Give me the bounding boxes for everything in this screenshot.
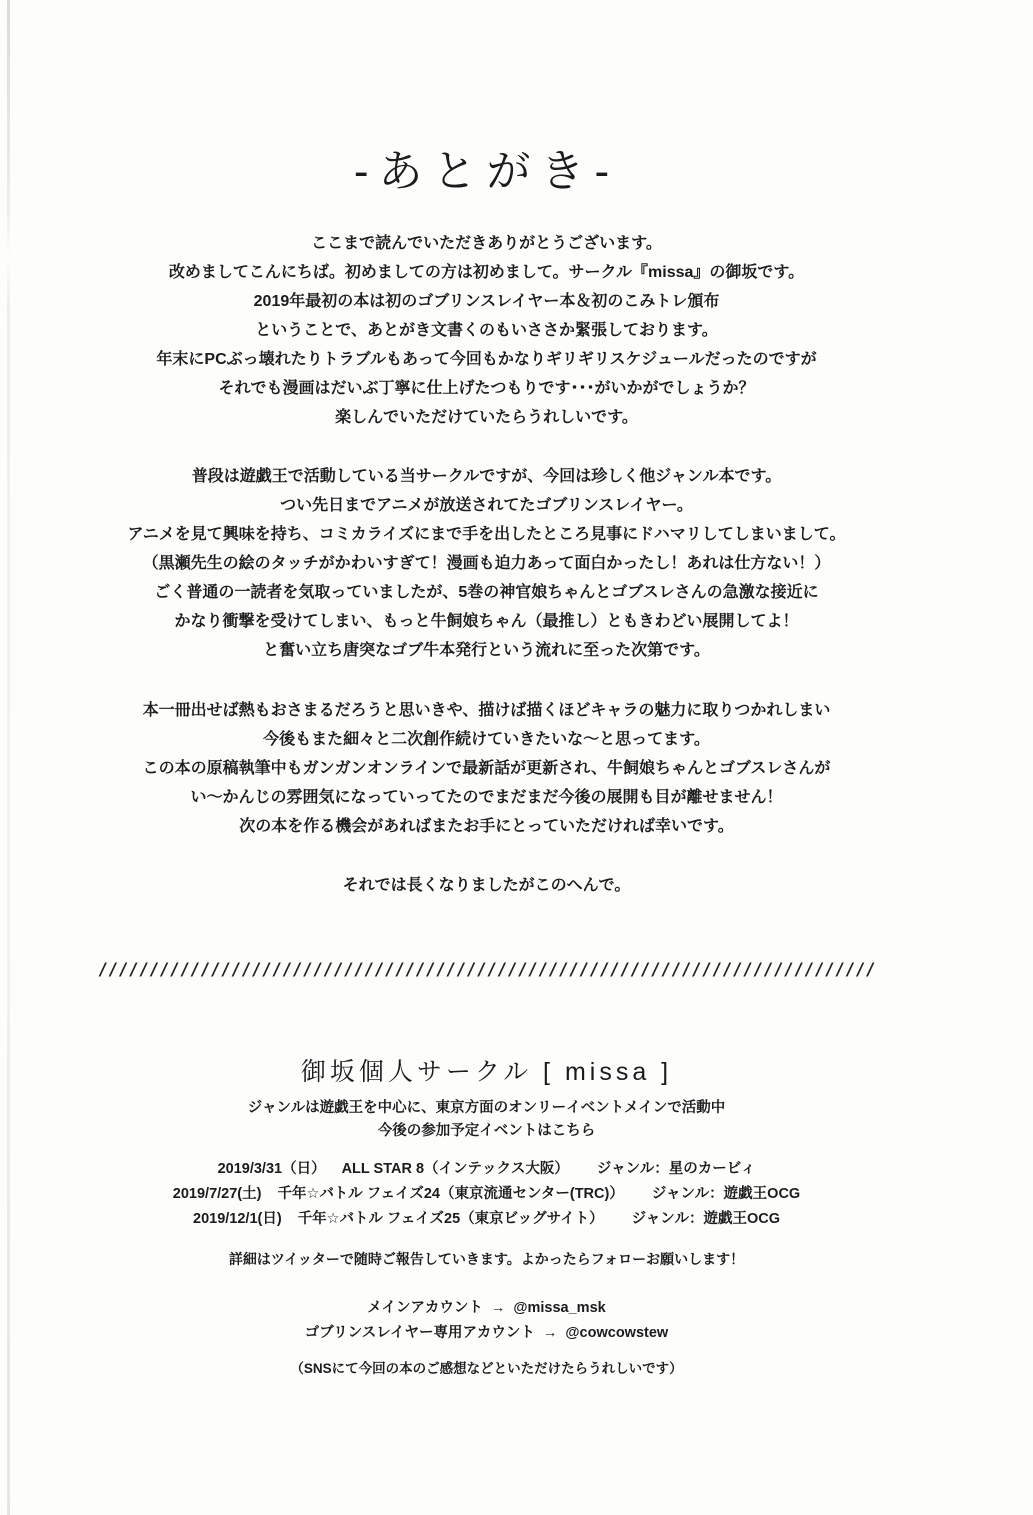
event-date: 2019/7/27(土)	[172, 1185, 262, 1202]
twitter-account-goblin-slayer	[0, 1321, 973, 1346]
paragraph-line: 2019年最初の本は初のゴブリンスレイヤー本＆初のこみトレ頒布	[253, 292, 720, 310]
account-label: メインアカウント	[367, 1299, 483, 1316]
event-genre: ジャンル：遊戯王OCG	[651, 1185, 801, 1202]
paragraph-line: この本の原稿執筆中もガンガンオンラインで最新話が更新され、牛飼娘ちゃんとゴブスレさんが	[142, 759, 831, 777]
event-genre: ジャンル：星のカービィ	[596, 1160, 756, 1177]
account-handle: @missa_msk	[513, 1299, 606, 1316]
paragraph-line: 本一冊出せば熱もおさまるだろうと思いきや、描けば描くほどキャラの魅力に取りつかれしまい	[142, 701, 831, 719]
paragraph-line: それでは長くなりましたがこのへんで。	[342, 876, 631, 894]
event-schedule-list	[0, 1157, 973, 1232]
page-title: -あとがき-	[353, 147, 620, 196]
paragraph-line: 普段は遊戯王で活動している当サークルですが、今回は珍しく他ジャンル本です。	[191, 467, 782, 485]
twitter-accounts	[0, 1296, 973, 1346]
event-date: 2019/12/1(日)	[193, 1210, 282, 1227]
arrow-icon: →	[542, 1324, 558, 1341]
paragraph-line: かなり衝撃を受けてしまい、もっと牛飼娘ちゃん（最推し）ともきわどい展開してよ！	[174, 612, 799, 630]
slash-divider: ////////////////////////////////////////////////////////////////////////////	[97, 959, 876, 980]
event-item	[0, 1182, 973, 1207]
event-date: 2019/3/31（日）	[217, 1160, 326, 1177]
circle-name-heading: 御坂個人サークル [ missa ]	[300, 1057, 673, 1086]
sns-feedback-note: （SNSにて今回の本のご感想などといただけたらうれしいです）	[290, 1360, 683, 1376]
paragraph-line: 改めましてこんにちば。初めましての方は初めまして。サークル『missa』の御坂です。	[168, 263, 805, 281]
paragraph-line: と奮い立ち唐突なゴブ牛本発行という流れに至った次第です。	[263, 641, 710, 659]
arrow-icon: →	[490, 1299, 506, 1316]
account-label: ゴブリンスレイヤー専用アカウント	[304, 1324, 535, 1341]
scan-edge-artifact	[7, 0, 10, 1515]
paragraph-line: 楽しんでいただけていたらうれしいです。	[335, 408, 638, 426]
paragraph-line: 年末にPCぶっ壊れたりトラブルもあって今回もかなりギリギリスケジュールだったのですが	[156, 350, 817, 368]
paragraph-goblin-slayer	[0, 462, 973, 665]
paragraph-future	[0, 696, 973, 841]
paragraph-line: つい先日までアニメが放送されてたゴブリンスレイヤー。	[280, 496, 693, 514]
paragraph-line: ここまで読んでいただきありがとうございます。	[311, 234, 662, 252]
paragraph-closing	[0, 871, 973, 900]
circle-description-line: 今後の参加予定イベントはこちら	[377, 1122, 596, 1139]
event-name: 千年☆バトル フェイズ24（東京流通センター(TRC)）	[277, 1185, 624, 1202]
event-name: 千年☆バトル フェイズ25（東京ビッグサイト）	[297, 1210, 604, 1227]
paragraph-line: ということで、あとがき文書くのもいささか緊張しております。	[255, 321, 718, 339]
event-name: ALL STAR 8（インテックス大阪）	[341, 1160, 569, 1177]
event-genre: ジャンル：遊戯王OCG	[631, 1210, 780, 1227]
paragraph-line: ごく普通の一読者を気取っていましたが、5巻の神官娘ちゃんとゴブスレさんの急激な接近に	[154, 583, 819, 601]
twitter-account-main	[0, 1296, 973, 1321]
event-item	[0, 1207, 973, 1232]
circle-description	[0, 1097, 973, 1143]
paragraph-line: それでも漫画はだいぶ丁寧に仕上げたつもりです･･･がいかがでしょうか？	[218, 379, 755, 397]
twitter-follow-note: 詳細はツイッターで随時ご報告していきます。よかったらフォローお願いします！	[228, 1250, 745, 1267]
event-item	[0, 1157, 973, 1182]
paragraph-line: アニメを見て興味を持ち、コミカライズにまで手を出したところ見事にドハマリしてしまいまして。	[127, 525, 846, 543]
paragraph-intro	[0, 229, 973, 432]
account-handle: @cowcowstew	[565, 1324, 669, 1341]
paragraph-line: 次の本を作る機会があればまたお手にとっていただければ幸いです。	[239, 817, 734, 835]
paragraph-line: （黒瀬先生の絵のタッチがかわいすぎて！漫画も迫力あって面白かったし！あれは仕方ない！）	[142, 554, 831, 572]
circle-description-line: ジャンルは遊戯王を中心に、東京方面のオンリーイベントメインで活動中	[247, 1099, 726, 1116]
paragraph-line: い～かんじの雰囲気になっていってたのでまだまだ今後の展開も目が離せません！	[190, 788, 783, 806]
paragraph-line: 今後もまた細々と二次創作続けていきたいな～と思ってます。	[263, 730, 710, 748]
